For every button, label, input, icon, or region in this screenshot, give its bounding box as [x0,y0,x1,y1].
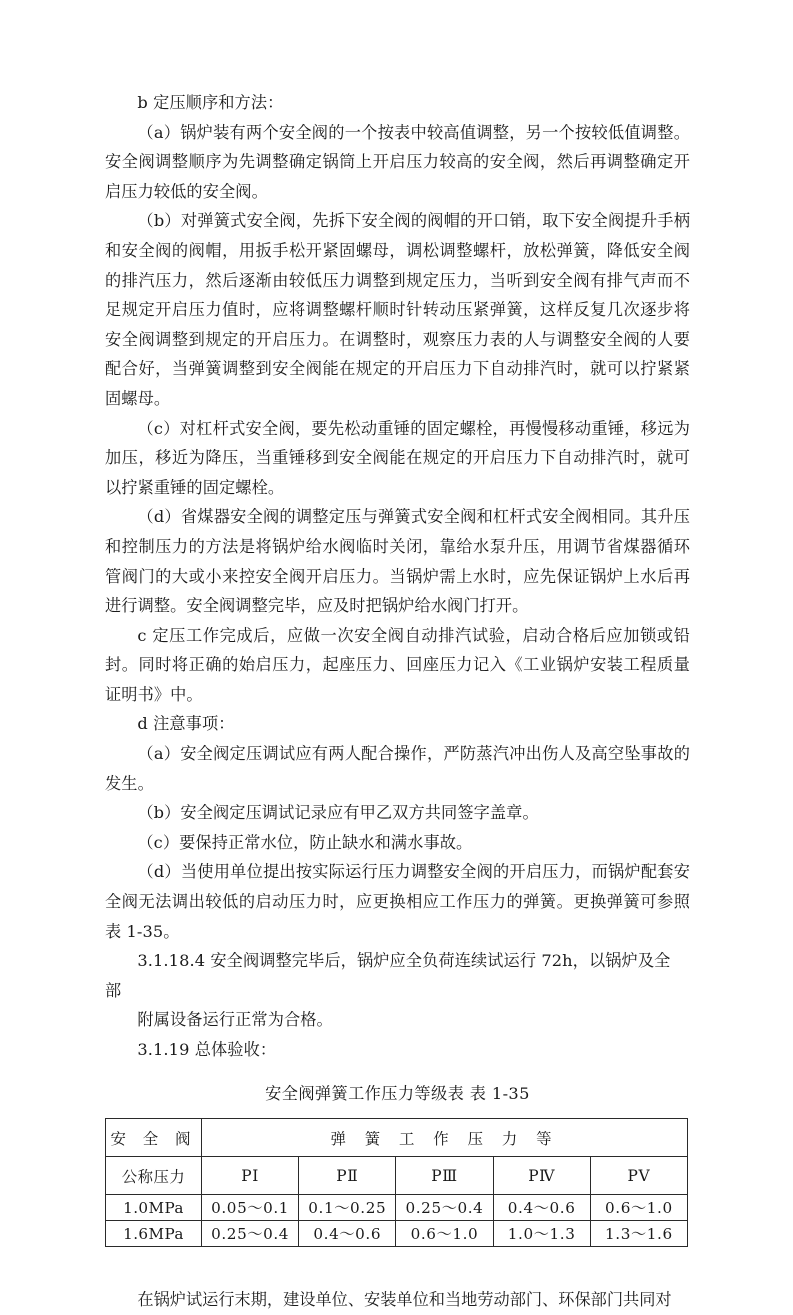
header-spring-working-pressure-group: 弹 簧 工 作 压 力 等 [202,1119,688,1157]
cell-r0-c3: 0.4～0.6 [493,1195,590,1221]
clause-3-1-19: 3.1.19 总体验收： [137,1040,277,1059]
header-safety-valve: 安 全 阀 [106,1119,202,1157]
cell-r1-c0: 0.25～0.4 [202,1221,299,1247]
paragraph-c-section: c 定压工作完成后，应做一次安全阀自动排汽试验，启动合格后应加锁或铅封。同时将正确的始启压力，起座压力、回座压力记入《工业锅炉安装工程质量证明书》中。 [105,625,690,704]
cell-r0-c1: 0.1～0.25 [299,1195,396,1221]
table-caption: 安全阀弹簧工作压力等级表 表 1-35 [265,1083,530,1103]
paragraph-b-heading: b 定压顺序和方法： [137,93,284,112]
paragraph-c-1: （c）对杠杆式安全阀，要先松动重锤的固定螺栓，再慢慢移动重锤，移远为加压，移近为降压，当重锤移到安全阀能在规定的开启压力下自动排汽时，就可以拧紧重锤的固定螺栓。 [105,418,690,497]
closing-paragraph: 在锅炉试运行末期，建设单位、安装单位和当地劳动部门、环保部门共同对 [137,1290,672,1310]
header-grade-1: PⅠ [202,1157,299,1195]
clause-3-1-18-4: 3.1.18.4 安全阀调整完毕后，锅炉应全负荷连续试运行 72h，以锅炉及全 [137,951,671,971]
paragraph-note-d: （d）当使用单位提出按实际运行压力调整安全阀的开启压力，而锅炉配套安全阀无法调出较低的启动压力时，应更换相应工作压力的弹簧。更换弹簧可参照表 1-35。 [105,862,690,941]
cell-r0-c4: 0.6～1.0 [590,1195,687,1221]
spring-working-pressure-table [105,1118,688,1247]
table-row [106,1221,688,1247]
header-grade-4: PⅣ [493,1157,590,1195]
document-content [105,88,690,1315]
row-label-1-6mpa: 1.6MPa [106,1221,202,1247]
paragraph-b-1: （b）对弹簧式安全阀，先拆下安全阀的阀帽的开口销，取下安全阀提升手柄和安全阀的阀帽，用扳手松开紧固螺母，调松调整螺杆，放松弹簧，降低安全阀的排汽压力，然后逐渐由较低压力调整到规定压力，当听到安全阀有排气声而不足规定开启压力值时，应将调整螺杆顺时针转动压紧弹簧，这样反复几次逐步将安全阀调整到规定的开启压力。在调整时，观察压力表的人与调整安全阀的人要配合好，当弹簧调整到安全阀能在规定的开启压力下自动排汽时，就可以拧紧紧固螺母。 [105,211,690,408]
paragraph-note-a: （a）安全阀定压调试应有两人配合操作，严防蒸汽冲出伤人及高空坠事故的发生。 [105,744,690,793]
clause-3-1-18-4-continuation: 部 [105,980,122,1000]
cell-r1-c4: 1.3～1.6 [590,1221,687,1247]
cell-r0-c0: 0.05～0.1 [202,1195,299,1221]
header-nominal-pressure: 公称压力 [106,1157,202,1195]
header-grade-3: PⅢ [396,1157,493,1195]
paragraph-d-1: （d）省煤器安全阀的调整定压与弹簧式安全阀和杠杆式安全阀相同。其升压和控制压力的方法是将锅炉给水阀临时关闭，靠给水泵升压，用调节省煤器循环管阀门的大或小来控安全阀开启压力。当锅炉需上水时，应先保证锅炉上水后再进行调整。安全阀调整完毕，应及时把锅炉给水阀门打开。 [105,507,690,616]
cell-r1-c1: 0.4～0.6 [299,1221,396,1247]
row-label-1-0mpa: 1.0MPa [106,1195,202,1221]
cell-r1-c3: 1.0～1.3 [493,1221,590,1247]
paragraph-note-c: （c）要保持正常水位，防止缺水和满水事故。 [137,832,473,852]
paragraph-d-heading: d 注意事项： [137,714,235,734]
header-grade-2: PⅡ [299,1157,396,1195]
table-header-row-grades [106,1157,688,1195]
table-row [106,1195,688,1221]
paragraph-a-1: （a）锅炉装有两个安全阀的一个按表中较高值调整，另一个按较低值调整。安全阀调整顺序为先调整确定锅筒上开启压力较高的安全阀，然后再调整确定开启压力较低的安全阀。 [105,122,690,201]
table-header-row-top [106,1119,688,1157]
header-grade-5: PⅤ [590,1157,687,1195]
paragraph-note-b: （b）安全阀定压调试记录应有甲乙双方共同签字盖章。 [137,803,539,823]
clause-3-1-18-4-tail: 附属设备运行正常为合格。 [137,1010,333,1030]
cell-r0-c2: 0.25～0.4 [396,1195,493,1221]
cell-r1-c2: 0.6～1.0 [396,1221,493,1247]
